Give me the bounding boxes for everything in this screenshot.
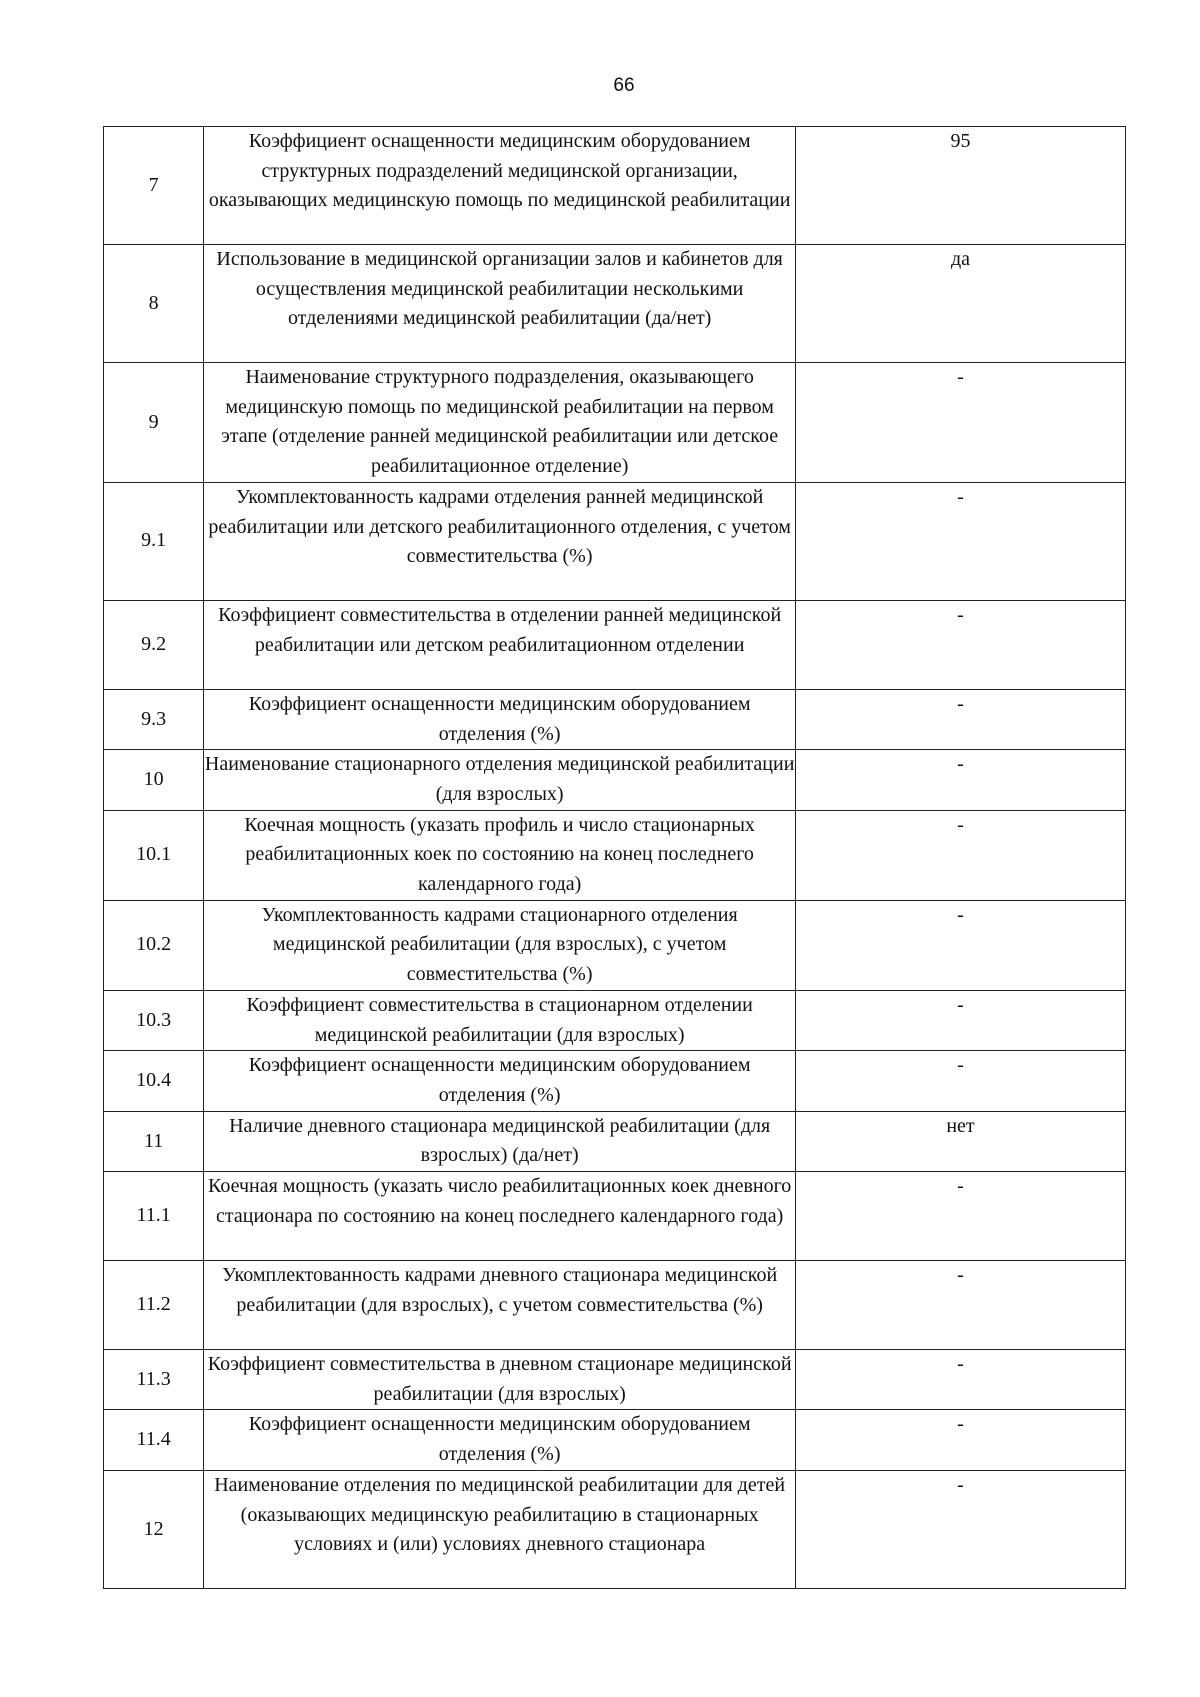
row-description: Коэффициент оснащенности медицинским оборудованием отделения (%)	[204, 689, 796, 749]
row-value: -	[796, 1172, 1126, 1261]
row-description: Наименование стационарного отделения медицинской реабилитации (для взрослых)	[204, 750, 796, 810]
row-value: -	[796, 990, 1126, 1050]
row-description: Укомплектованность кадрами стационарного отделения медицинской реабилитации (для взрослых), с учетом совместительства (%)	[204, 900, 796, 990]
table-row	[104, 750, 1126, 810]
row-description: Коечная мощность (указать профиль и число стационарных реабилитационных коек по состоянию на конец последнего календарного года)	[204, 810, 796, 900]
page-number: 66	[613, 75, 635, 96]
row-value: 95	[796, 127, 1126, 245]
table-row	[104, 1051, 1126, 1111]
row-value: -	[796, 1051, 1126, 1111]
row-number: 11.1	[104, 1172, 204, 1261]
row-value: -	[796, 1350, 1126, 1410]
row-description: Наименование структурного подразделения, оказывающего медицинскую помощь по медицинской реабилитации на первом этапе (отделение ранней медицинской реабилитации или детское реабилитационное отделение)	[204, 363, 796, 483]
row-description: Укомплектованность кадрами дневного стационара медицинской реабилитации (для взрослых), с учетом совместительства (%)	[204, 1261, 796, 1350]
row-value: -	[796, 1470, 1126, 1588]
table-row	[104, 363, 1126, 483]
row-number: 11.2	[104, 1261, 204, 1350]
row-number: 8	[104, 245, 204, 363]
row-number: 10.4	[104, 1051, 204, 1111]
row-description: Укомплектованность кадрами отделения ранней медицинской реабилитации или детского реабилитационного отделения, с учетом совместительства (%)	[204, 482, 796, 600]
row-number: 9.3	[104, 689, 204, 749]
row-description: Коэффициент совместительства в отделении ранней медицинской реабилитации или детском реабилитационном отделении	[204, 600, 796, 689]
row-value: -	[796, 600, 1126, 689]
row-number: 10.3	[104, 990, 204, 1050]
table-row	[104, 810, 1126, 900]
row-number: 7	[104, 127, 204, 245]
row-description: Коэффициент совместительства в дневном стационаре медицинской реабилитации (для взрослых)	[204, 1350, 796, 1410]
row-value: -	[796, 900, 1126, 990]
row-number: 12	[104, 1470, 204, 1588]
row-value: -	[796, 1261, 1126, 1350]
row-description: Коэффициент оснащенности медицинским оборудованием отделения (%)	[204, 1410, 796, 1470]
row-number: 11	[104, 1111, 204, 1171]
table-row	[104, 1350, 1126, 1410]
row-description: Коэффициент оснащенности медицинским оборудованием структурных подразделений медицинской организации, оказывающих медицинскую помощь по медицинской реабилитации	[204, 127, 796, 245]
row-value: да	[796, 245, 1126, 363]
table-row	[104, 127, 1126, 245]
row-value: -	[796, 810, 1126, 900]
row-value: нет	[796, 1111, 1126, 1171]
table-row	[104, 900, 1126, 990]
row-description: Коэффициент совместительства в стационарном отделении медицинской реабилитации (для взрослых)	[204, 990, 796, 1050]
table-row	[104, 1410, 1126, 1470]
row-value: -	[796, 363, 1126, 483]
table-row	[104, 1261, 1126, 1350]
row-value: -	[796, 482, 1126, 600]
row-value: -	[796, 1410, 1126, 1470]
table-row	[104, 990, 1126, 1050]
row-description: Коэффициент оснащенности медицинским оборудованием отделения (%)	[204, 1051, 796, 1111]
row-value: -	[796, 750, 1126, 810]
indicator-table	[103, 126, 1126, 1589]
table-row	[104, 482, 1126, 600]
row-value: -	[796, 689, 1126, 749]
row-description: Использование в медицинской организации залов и кабинетов для осуществления медицинской реабилитации несколькими отделениями медицинской реабилитации (да/нет)	[204, 245, 796, 363]
row-number: 10.2	[104, 900, 204, 990]
table-row	[104, 1470, 1126, 1588]
table-row	[104, 689, 1126, 749]
table-row	[104, 245, 1126, 363]
row-number: 9.1	[104, 482, 204, 600]
table-row	[104, 600, 1126, 689]
row-description: Наличие дневного стационара медицинской реабилитации (для взрослых) (да/нет)	[204, 1111, 796, 1171]
row-number: 9	[104, 363, 204, 483]
row-description: Коечная мощность (указать число реабилитационных коек дневного стационара по состоянию на конец последнего календарного года)	[204, 1172, 796, 1261]
table-row	[104, 1111, 1126, 1171]
row-number: 10	[104, 750, 204, 810]
row-number: 11.3	[104, 1350, 204, 1410]
row-number: 11.4	[104, 1410, 204, 1470]
row-number: 9.2	[104, 600, 204, 689]
row-number: 10.1	[104, 810, 204, 900]
table-row	[104, 1172, 1126, 1261]
row-description: Наименование отделения по медицинской реабилитации для детей (оказывающих медицинскую реабилитацию в стационарных условиях и (или) условиях дневного стационара	[204, 1470, 796, 1588]
